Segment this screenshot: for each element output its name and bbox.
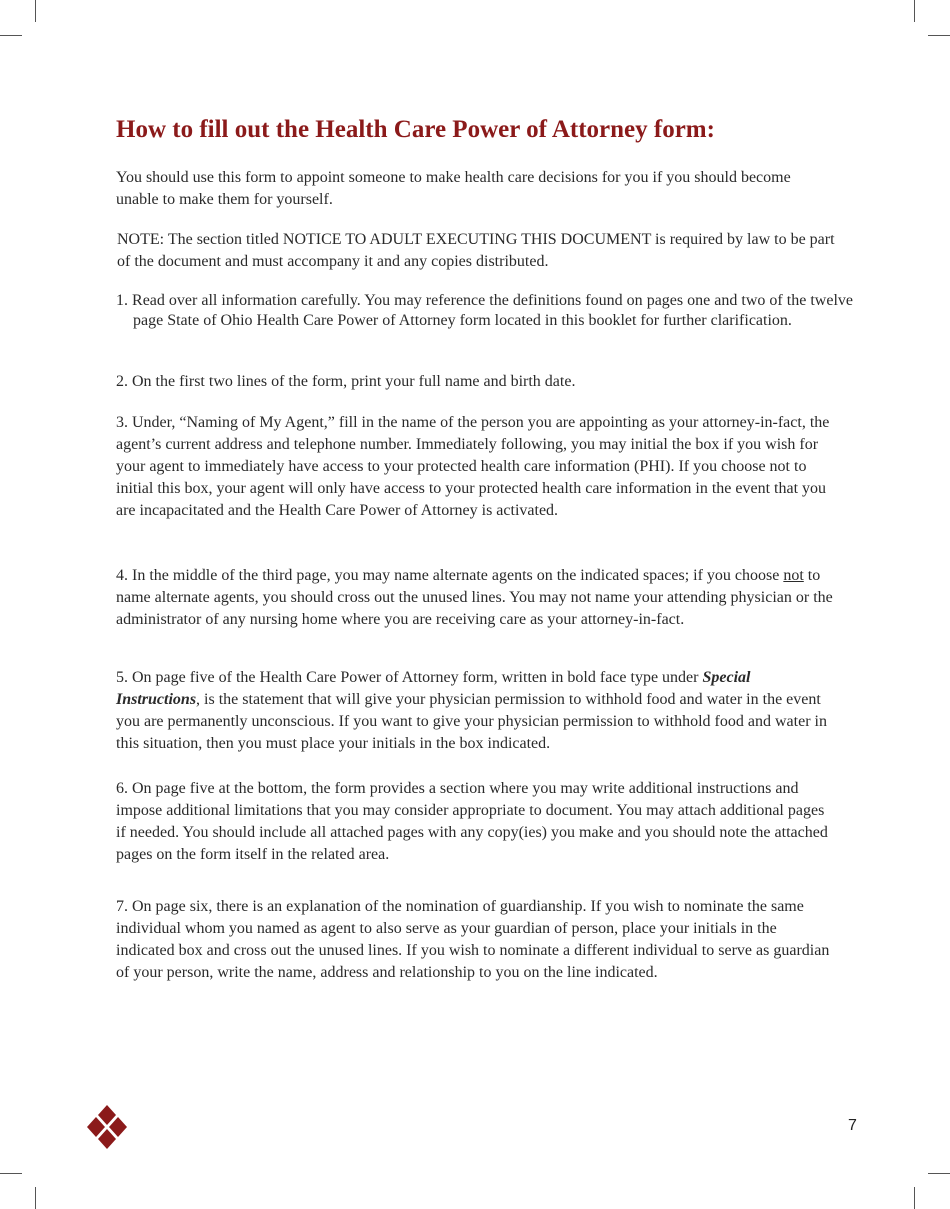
- step-7: 7. On page six, there is an explanation of the nomination of guardianship. If you wish to nominate the same individual whom you named as agent to also serve as your guardian of person, place your initials in the indicated box and cross out the unused lines. If you wish to nominate a different individual to serve as guardian of your person, write the name, address and relationship to you on the line indicated.: [116, 898, 830, 981]
- crop-mark-bottom-right-horizontal: [928, 1173, 950, 1174]
- step-5: [116, 667, 836, 755]
- diamond-logo-icon: [86, 1104, 128, 1150]
- intro-paragraph: You should use this form to appoint someone to make health care decisions for you if you should become unable to make them for yourself.: [116, 169, 791, 208]
- crop-mark-top-left-horizontal: [0, 35, 22, 36]
- step-4-text-a: 4. In the middle of the third page, you may name alternate agents on the indicated spaces; if you choose: [116, 567, 784, 584]
- step-4: [116, 565, 836, 631]
- step-2: 2. On the first two lines of the form, print your full name and birth date.: [116, 373, 576, 390]
- step-6: 6. On page five at the bottom, the form provides a section where you may write additional instructions and impose additional limitations that you may consider appropriate to document. You may attach additional pages if needed. You should include all attached pages with any copy(ies) you make and you should note the attached pages on the form itself in the related area.: [116, 780, 828, 863]
- crop-mark-top-left-vertical: [35, 0, 36, 22]
- crop-mark-bottom-left-vertical: [35, 1187, 36, 1209]
- step-3: 3. Under, “Naming of My Agent,” fill in the name of the person you are appointing as your attorney-in-fact, the agent’s current address and telephone number. Immediately following, you may initial the box if you wish for your agent to immediately have access to your protected health care information (PHI). If you choose not to initial this box, your agent will only have access to your protected health care information in the event that you are incapacitated and the Health Care Power of Attorney is activated.: [116, 414, 830, 519]
- step-4-text-b: to name alternate agents, you should cross out the unused lines. You may not name your attending physician or the administrator of any nursing home where you are receiving care as your attorney-in-fact.: [116, 567, 833, 628]
- crop-mark-top-right-horizontal: [928, 35, 950, 36]
- crop-mark-bottom-right-vertical: [914, 1187, 915, 1209]
- note-paragraph: NOTE: The section titled NOTICE TO ADULT EXECUTING THIS DOCUMENT is required by law to be part of the document and must accompany it and any copies distributed.: [117, 231, 835, 270]
- step-1: 1. Read over all information carefully. You may reference the definitions found on pages one and two of the twelve page State of Ohio Health Care Power of Attorney form located in this booklet for further clarification.: [116, 292, 853, 329]
- page-number: 7: [848, 1117, 857, 1134]
- step-5-text-c: , is the statement that will give your physician permission to withhold food and water in the event you are permanently unconscious. If you want to give your physician permission to withhold food and water in this situation, then you must place your initials in the box indicated.: [116, 691, 827, 752]
- step-5-text-a: 5. On page five of the Health Care Power of Attorney form, written in bold face type under: [116, 669, 703, 686]
- crop-mark-top-right-vertical: [914, 0, 915, 22]
- step-4-underlined-word: not: [783, 567, 804, 584]
- page-title: How to fill out the Health Care Power of Attorney form:: [116, 116, 715, 143]
- crop-mark-bottom-left-horizontal: [0, 1173, 22, 1174]
- step-5-special-instructions: Special Instructions: [116, 669, 751, 708]
